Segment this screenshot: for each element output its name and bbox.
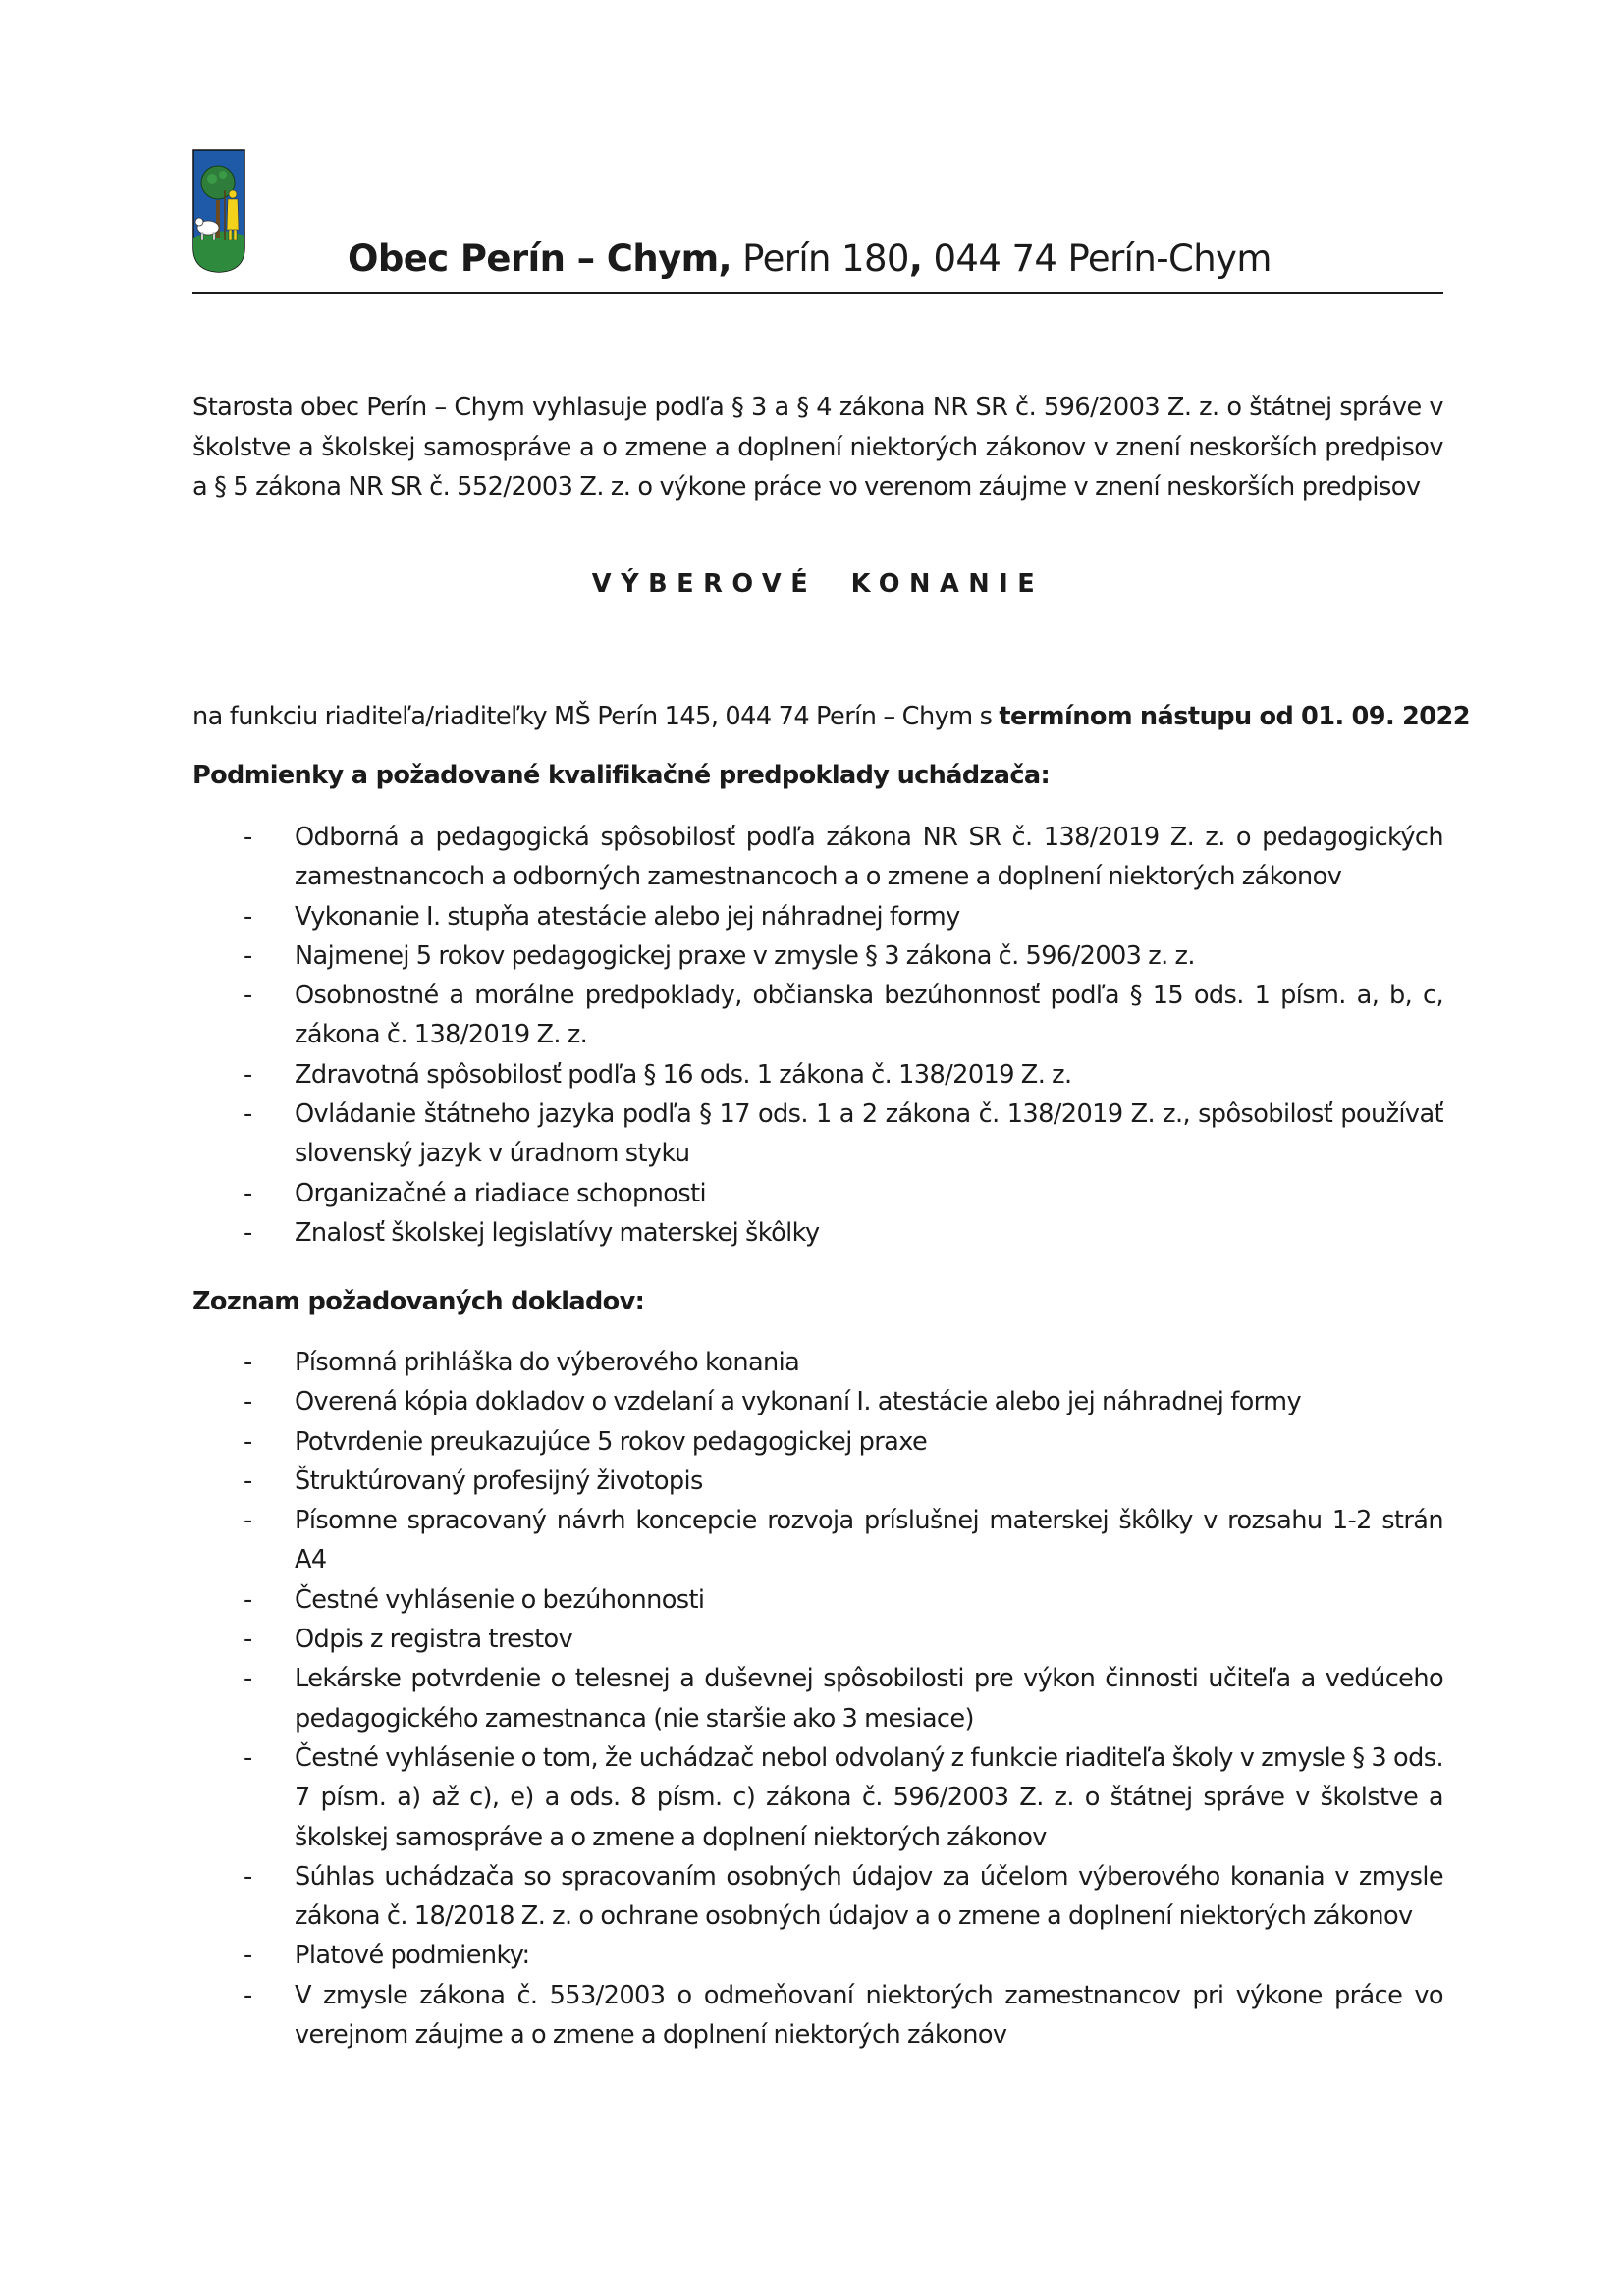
list-item [192, 1095, 1443, 1174]
list-item-text: Vykonanie I. stupňa atestácie alebo jej náhradnej formy [295, 901, 960, 932]
list-item [192, 897, 1443, 936]
coat-of-arms-icon [192, 149, 245, 273]
bullet-dash: - [244, 1099, 252, 1130]
bullet-dash: - [244, 1217, 252, 1248]
list-item-text: Platové podmienky: [295, 1941, 530, 1971]
position-text: na funkciu riaditeľa/riaditeľky MŠ Perín 145, 044 74 Perín – Chym s [192, 702, 1000, 731]
position-paragraph [192, 697, 1470, 736]
list-item-text: Overená kópia dokladov o vzdelaní a vykonaní I. atestácie alebo jej náhradnej formy [295, 1387, 1302, 1417]
list-item-text: Čestné vyhlásenie o bezúhonnosti [295, 1584, 705, 1615]
intro-paragraph: Starosta obec Perín – Chym vyhlasuje podľa § 3 a § 4 zákona NR SR č. 596/2003 Z. z. o štátnej správe v školstve a školskej samospráve a o zmene a doplnení niektorých zákonov v znení neskorších predpisov a § 5 zákona NR SR č. 552/2003 Z. z. o výkone práce vo verenom záujme v znení neskorších predpisov [192, 393, 1443, 502]
bullet-dash: - [244, 1980, 252, 2010]
bullet-dash: - [244, 1178, 252, 1208]
list-item-text: Najmenej 5 rokov pedagogickej praxe v zmysle § 3 zákona č. 596/2003 z. z. [295, 940, 1195, 971]
list-item [192, 1422, 1443, 1462]
documents-title: Zoznam požadovaných dokladov: [192, 1287, 645, 1316]
start-date: termínom nástupu od 01. 09. 2022 [999, 702, 1470, 731]
list-item [192, 976, 1443, 1055]
documents-list [192, 1343, 1443, 2055]
list-item [192, 1936, 1443, 1975]
list-item [192, 1738, 1443, 1857]
municipality-postal: 044 74 Perín-Chym [922, 238, 1272, 280]
list-item [192, 1976, 1443, 2056]
list-item-text: Odpis z registra trestov [295, 1625, 573, 1655]
list-item-text: Organizačné a riadiace schopnosti [295, 1178, 707, 1208]
bullet-dash: - [244, 1861, 252, 1892]
bullet-dash: - [244, 1059, 252, 1090]
bullet-dash: - [244, 1426, 252, 1457]
list-item-text: Písomná prihláška do výberového konania [295, 1348, 800, 1377]
list-item [192, 818, 1443, 897]
list-item [192, 1343, 1443, 1382]
bullet-dash: - [244, 1664, 252, 1694]
bullet-dash: - [244, 1387, 252, 1417]
document-heading: VÝBEROVÉ KONANIE [591, 569, 1045, 599]
requirements-list [192, 818, 1443, 1253]
municipality-name: Obec Perín – Chym, [348, 238, 732, 280]
list-item [192, 1857, 1443, 1937]
bullet-dash: - [244, 1348, 252, 1377]
list-item [192, 1501, 1443, 1580]
list-item [192, 1055, 1443, 1095]
bullet-dash: - [244, 981, 252, 1011]
list-item-text: Štruktúrovaný profesijný životopis [295, 1466, 703, 1496]
requirements-title: Podmienky a požadované kvalifikačné predpoklady uchádzača: [192, 761, 1051, 790]
list-item-text: Čestné vyhlásenie o tom, že uchádzač nebol odvolaný z funkcie riaditeľa školy v zmysle § 3 ods. 7 písm. a) až c), e) a ods. 8 písm. c) zákona č. 596/2003 Z. z. o štátnej správe v školstve a školskej samospráve a o zmene a doplnení niektorých zákonov [295, 1742, 1443, 1852]
bullet-dash: - [244, 1506, 252, 1536]
list-item-text: Ovládanie štátneho jazyka podľa § 17 ods. 1 a 2 zákona č. 138/2019 Z. z., spôsobilosť používať slovenský jazyk v úradnom styku [295, 1099, 1443, 1169]
list-item-text: Osobnostné a morálne predpoklady, občianska bezúhonnosť podľa § 15 ods. 1 písm. a, b, c, zákona č. 138/2019 Z. z. [295, 981, 1443, 1050]
list-item [192, 1462, 1443, 1501]
list-item [192, 1213, 1443, 1253]
bullet-dash: - [244, 823, 252, 852]
list-item-text: Potvrdenie preukazujúce 5 rokov pedagogickej praxe [295, 1426, 928, 1457]
bullet-dash: - [244, 1466, 252, 1496]
bullet-dash: - [244, 1625, 252, 1655]
address-separator: , [908, 238, 923, 280]
bullet-dash: - [244, 901, 252, 932]
list-item-text: Písomne spracovaný návrh koncepcie rozvoja príslušnej materskej škôlky v rozsahu 1-2 strán A4 [295, 1506, 1443, 1575]
letterhead [192, 149, 1443, 294]
list-item [192, 1580, 1443, 1620]
list-item [192, 1382, 1443, 1421]
bullet-dash: - [244, 1584, 252, 1615]
list-item [192, 1659, 1443, 1738]
list-item [192, 1174, 1443, 1213]
bullet-dash: - [244, 1941, 252, 1971]
list-item [192, 1620, 1443, 1659]
list-item-text: Zdravotná spôsobilosť podľa § 16 ods. 1 zákona č. 138/2019 Z. z. [295, 1059, 1072, 1090]
list-item-text: Znalosť školskej legislatívy materskej škôlky [295, 1217, 820, 1248]
bullet-dash: - [244, 1742, 252, 1773]
list-item-text: V zmysle zákona č. 553/2003 o odmeňovaní niektorých zamestnancov pri výkone práce vo verejnom záujme a o zmene a doplnení niektorých zákonov [295, 1980, 1443, 2051]
bullet-dash: - [244, 940, 252, 971]
municipality-address: Perín 180 [731, 238, 909, 280]
list-item-text: Súhlas uchádzača so spracovaním osobných údajov za účelom výberového konania v zmysle zákona č. 18/2018 Z. z. o ochrane osobných údajov a o zmene a doplnení niektorých zákonov [295, 1861, 1443, 1932]
list-item-text: Lekárske potvrdenie o telesnej a duševnej spôsobilosti pre výkon činnosti učiteľa a vedúceho pedagogického zamestnanca (nie staršie ako 3 mesiace) [295, 1664, 1443, 1734]
list-item-text: Odborná a pedagogická spôsobilosť podľa zákona NR SR č. 138/2019 Z. z. o pedagogických zamestnancoch a odborných zamestnancoch a o zmene a doplnení niektorých zákonov [295, 823, 1443, 892]
municipality-title [348, 238, 1272, 281]
list-item [192, 936, 1443, 976]
